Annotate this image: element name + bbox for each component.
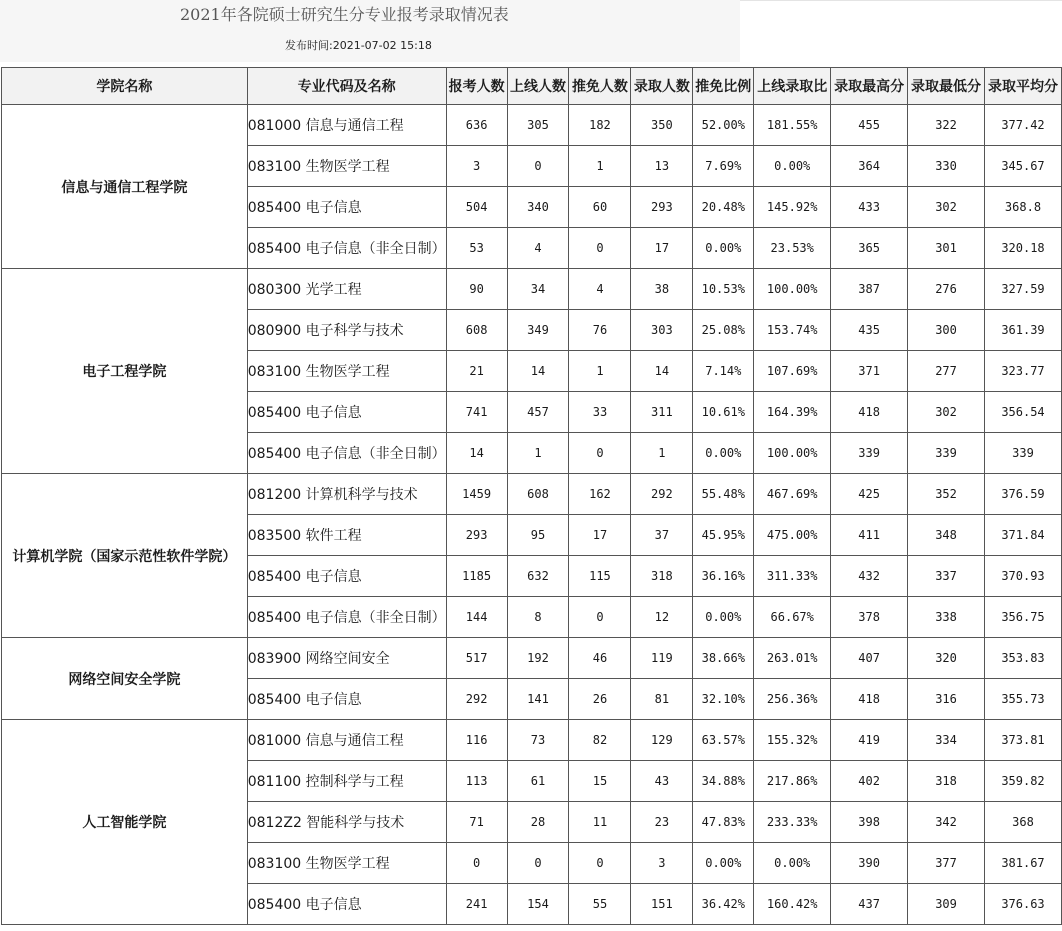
value-cell: 316	[908, 679, 985, 720]
value-cell: 741	[446, 392, 507, 433]
value-cell: 361.39	[984, 310, 1061, 351]
value-cell: 338	[908, 597, 985, 638]
value-cell: 116	[446, 720, 507, 761]
value-cell: 352	[908, 474, 985, 515]
value-cell: 302	[908, 187, 985, 228]
value-cell: 14	[507, 351, 569, 392]
value-cell: 378	[831, 597, 908, 638]
value-cell: 90	[446, 269, 507, 310]
value-cell: 100.00%	[754, 269, 831, 310]
value-cell: 36.42%	[693, 884, 754, 925]
value-cell: 38	[631, 269, 693, 310]
value-cell: 0.00%	[693, 843, 754, 884]
major-cell: 080900 电子科学与技术	[247, 310, 446, 351]
value-cell: 377	[908, 843, 985, 884]
value-cell: 107.69%	[754, 351, 831, 392]
value-cell: 4	[507, 228, 569, 269]
value-cell: 81	[631, 679, 693, 720]
value-cell: 7.69%	[693, 146, 754, 187]
value-cell: 311	[631, 392, 693, 433]
value-cell: 437	[831, 884, 908, 925]
publish-time: 发布时间:2021-07-02 15:18	[285, 39, 432, 52]
table-body	[2, 105, 1062, 925]
major-cell: 081000 信息与通信工程	[247, 720, 446, 761]
value-cell: 7.14%	[693, 351, 754, 392]
value-cell: 376.63	[984, 884, 1061, 925]
value-cell: 76	[569, 310, 631, 351]
value-cell: 82	[569, 720, 631, 761]
value-cell: 141	[507, 679, 569, 720]
value-cell: 129	[631, 720, 693, 761]
value-cell: 339	[984, 433, 1061, 474]
school-name-cell: 人工智能学院	[2, 720, 248, 925]
value-cell: 371.84	[984, 515, 1061, 556]
value-cell: 43	[631, 761, 693, 802]
value-cell: 318	[908, 761, 985, 802]
value-cell: 309	[908, 884, 985, 925]
value-cell: 1459	[446, 474, 507, 515]
value-cell: 36.16%	[693, 556, 754, 597]
table-row	[2, 105, 1062, 146]
column-header: 学院名称	[2, 68, 248, 105]
major-cell: 081000 信息与通信工程	[247, 105, 446, 146]
column-header: 录取人数	[631, 68, 693, 105]
value-cell: 115	[569, 556, 631, 597]
column-header: 录取最低分	[908, 68, 985, 105]
value-cell: 95	[507, 515, 569, 556]
value-cell: 23	[631, 802, 693, 843]
value-cell: 55	[569, 884, 631, 925]
major-cell: 083100 生物医学工程	[247, 351, 446, 392]
value-cell: 192	[507, 638, 569, 679]
value-cell: 100.00%	[754, 433, 831, 474]
value-cell: 300	[908, 310, 985, 351]
value-cell: 339	[831, 433, 908, 474]
value-cell: 0.00%	[754, 843, 831, 884]
value-cell: 0	[569, 843, 631, 884]
value-cell: 277	[908, 351, 985, 392]
value-cell: 368	[984, 802, 1061, 843]
value-cell: 32.10%	[693, 679, 754, 720]
value-cell: 418	[831, 392, 908, 433]
value-cell: 320	[908, 638, 985, 679]
value-cell: 364	[831, 146, 908, 187]
value-cell: 28	[507, 802, 569, 843]
value-cell: 61	[507, 761, 569, 802]
table-row	[2, 720, 1062, 761]
value-cell: 390	[831, 843, 908, 884]
value-cell: 1	[569, 146, 631, 187]
value-cell: 337	[908, 556, 985, 597]
value-cell: 457	[507, 392, 569, 433]
column-header: 上线录取比	[754, 68, 831, 105]
value-cell: 330	[908, 146, 985, 187]
major-cell: 081100 控制科学与工程	[247, 761, 446, 802]
value-cell: 373.81	[984, 720, 1061, 761]
major-cell: 081200 计算机科学与技术	[247, 474, 446, 515]
value-cell: 4	[569, 269, 631, 310]
major-cell: 085400 电子信息	[247, 679, 446, 720]
value-cell: 356.75	[984, 597, 1061, 638]
value-cell: 340	[507, 187, 569, 228]
value-cell: 318	[631, 556, 693, 597]
value-cell: 0	[569, 597, 631, 638]
value-cell: 0.00%	[693, 433, 754, 474]
value-cell: 359.82	[984, 761, 1061, 802]
column-header: 推免比例	[693, 68, 754, 105]
school-name-cell: 电子工程学院	[2, 269, 248, 474]
value-cell: 356.54	[984, 392, 1061, 433]
value-cell: 435	[831, 310, 908, 351]
value-cell: 407	[831, 638, 908, 679]
value-cell: 322	[908, 105, 985, 146]
value-cell: 47.83%	[693, 802, 754, 843]
value-cell: 311.33%	[754, 556, 831, 597]
value-cell: 345.67	[984, 146, 1061, 187]
value-cell: 432	[831, 556, 908, 597]
value-cell: 15	[569, 761, 631, 802]
value-cell: 21	[446, 351, 507, 392]
major-cell: 085400 电子信息	[247, 187, 446, 228]
school-name-cell: 计算机学院（国家示范性软件学院）	[2, 474, 248, 638]
value-cell: 13	[631, 146, 693, 187]
value-cell: 71	[446, 802, 507, 843]
value-cell: 353.83	[984, 638, 1061, 679]
school-name-cell: 信息与通信工程学院	[2, 105, 248, 269]
major-cell: 085400 电子信息	[247, 884, 446, 925]
value-cell: 25.08%	[693, 310, 754, 351]
value-cell: 0	[569, 228, 631, 269]
value-cell: 53	[446, 228, 507, 269]
major-cell: 083100 生物医学工程	[247, 146, 446, 187]
value-cell: 381.67	[984, 843, 1061, 884]
value-cell: 302	[908, 392, 985, 433]
value-cell: 11	[569, 802, 631, 843]
value-cell: 0	[507, 843, 569, 884]
table-row	[2, 638, 1062, 679]
value-cell: 320.18	[984, 228, 1061, 269]
major-cell: 083500 软件工程	[247, 515, 446, 556]
column-header: 报考人数	[446, 68, 507, 105]
value-cell: 292	[631, 474, 693, 515]
major-cell: 083100 生物医学工程	[247, 843, 446, 884]
major-cell: 085400 电子信息（非全日制）	[247, 433, 446, 474]
value-cell: 10.53%	[693, 269, 754, 310]
column-header: 录取平均分	[984, 68, 1061, 105]
value-cell: 292	[446, 679, 507, 720]
value-cell: 504	[446, 187, 507, 228]
value-cell: 355.73	[984, 679, 1061, 720]
admission-table	[1, 67, 1062, 925]
value-cell: 371	[831, 351, 908, 392]
value-cell: 181.55%	[754, 105, 831, 146]
value-cell: 17	[569, 515, 631, 556]
value-cell: 301	[908, 228, 985, 269]
major-cell: 080300 光学工程	[247, 269, 446, 310]
value-cell: 33	[569, 392, 631, 433]
column-header: 专业代码及名称	[247, 68, 446, 105]
value-cell: 1	[507, 433, 569, 474]
value-cell: 17	[631, 228, 693, 269]
value-cell: 334	[908, 720, 985, 761]
value-cell: 34	[507, 269, 569, 310]
value-cell: 37	[631, 515, 693, 556]
value-cell: 632	[507, 556, 569, 597]
value-cell: 368.8	[984, 187, 1061, 228]
value-cell: 377.42	[984, 105, 1061, 146]
value-cell: 0	[446, 843, 507, 884]
value-cell: 0	[507, 146, 569, 187]
value-cell: 145.92%	[754, 187, 831, 228]
value-cell: 154	[507, 884, 569, 925]
value-cell: 0	[569, 433, 631, 474]
value-cell: 45.95%	[693, 515, 754, 556]
value-cell: 60	[569, 187, 631, 228]
value-cell: 263.01%	[754, 638, 831, 679]
value-cell: 0.00%	[693, 597, 754, 638]
major-cell: 0812Z2 智能科学与技术	[247, 802, 446, 843]
value-cell: 1	[631, 433, 693, 474]
value-cell: 411	[831, 515, 908, 556]
value-cell: 66.67%	[754, 597, 831, 638]
column-header: 推免人数	[569, 68, 631, 105]
value-cell: 162	[569, 474, 631, 515]
major-cell: 085400 电子信息	[247, 392, 446, 433]
value-cell: 14	[631, 351, 693, 392]
value-cell: 402	[831, 761, 908, 802]
value-cell: 52.00%	[693, 105, 754, 146]
value-cell: 608	[507, 474, 569, 515]
value-cell: 20.48%	[693, 187, 754, 228]
value-cell: 517	[446, 638, 507, 679]
value-cell: 276	[908, 269, 985, 310]
value-cell: 26	[569, 679, 631, 720]
value-cell: 433	[831, 187, 908, 228]
value-cell: 119	[631, 638, 693, 679]
value-cell: 23.53%	[754, 228, 831, 269]
value-cell: 365	[831, 228, 908, 269]
column-header: 上线人数	[507, 68, 569, 105]
value-cell: 0.00%	[693, 228, 754, 269]
major-cell: 085400 电子信息（非全日制）	[247, 597, 446, 638]
value-cell: 10.61%	[693, 392, 754, 433]
value-cell: 327.59	[984, 269, 1061, 310]
value-cell: 55.48%	[693, 474, 754, 515]
value-cell: 398	[831, 802, 908, 843]
value-cell: 8	[507, 597, 569, 638]
value-cell: 425	[831, 474, 908, 515]
major-cell: 083900 网络空间安全	[247, 638, 446, 679]
value-cell: 34.88%	[693, 761, 754, 802]
value-cell: 46	[569, 638, 631, 679]
school-name-cell: 网络空间安全学院	[2, 638, 248, 720]
column-header: 录取最高分	[831, 68, 908, 105]
value-cell: 151	[631, 884, 693, 925]
value-cell: 14	[446, 433, 507, 474]
value-cell: 155.32%	[754, 720, 831, 761]
top-divider	[740, 0, 1062, 1]
value-cell: 153.74%	[754, 310, 831, 351]
value-cell: 1	[569, 351, 631, 392]
value-cell: 293	[631, 187, 693, 228]
value-cell: 182	[569, 105, 631, 146]
value-cell: 467.69%	[754, 474, 831, 515]
value-cell: 323.77	[984, 351, 1061, 392]
value-cell: 160.42%	[754, 884, 831, 925]
value-cell: 3	[631, 843, 693, 884]
value-cell: 370.93	[984, 556, 1061, 597]
value-cell: 349	[507, 310, 569, 351]
value-cell: 419	[831, 720, 908, 761]
value-cell: 348	[908, 515, 985, 556]
value-cell: 0.00%	[754, 146, 831, 187]
value-cell: 293	[446, 515, 507, 556]
value-cell: 144	[446, 597, 507, 638]
value-cell: 38.66%	[693, 638, 754, 679]
major-cell: 085400 电子信息	[247, 556, 446, 597]
value-cell: 1185	[446, 556, 507, 597]
value-cell: 217.86%	[754, 761, 831, 802]
value-cell: 350	[631, 105, 693, 146]
value-cell: 233.33%	[754, 802, 831, 843]
value-cell: 305	[507, 105, 569, 146]
value-cell: 73	[507, 720, 569, 761]
value-cell: 455	[831, 105, 908, 146]
page-title: 2021年各院硕士研究生分专业报考录取情况表	[180, 5, 509, 24]
value-cell: 256.36%	[754, 679, 831, 720]
table-header-row	[2, 68, 1062, 105]
value-cell: 475.00%	[754, 515, 831, 556]
table-row	[2, 474, 1062, 515]
major-cell: 085400 电子信息（非全日制）	[247, 228, 446, 269]
value-cell: 376.59	[984, 474, 1061, 515]
value-cell: 12	[631, 597, 693, 638]
value-cell: 608	[446, 310, 507, 351]
value-cell: 113	[446, 761, 507, 802]
value-cell: 339	[908, 433, 985, 474]
value-cell: 3	[446, 146, 507, 187]
value-cell: 387	[831, 269, 908, 310]
value-cell: 342	[908, 802, 985, 843]
value-cell: 241	[446, 884, 507, 925]
value-cell: 418	[831, 679, 908, 720]
value-cell: 164.39%	[754, 392, 831, 433]
value-cell: 63.57%	[693, 720, 754, 761]
table-row	[2, 269, 1062, 310]
value-cell: 303	[631, 310, 693, 351]
value-cell: 636	[446, 105, 507, 146]
